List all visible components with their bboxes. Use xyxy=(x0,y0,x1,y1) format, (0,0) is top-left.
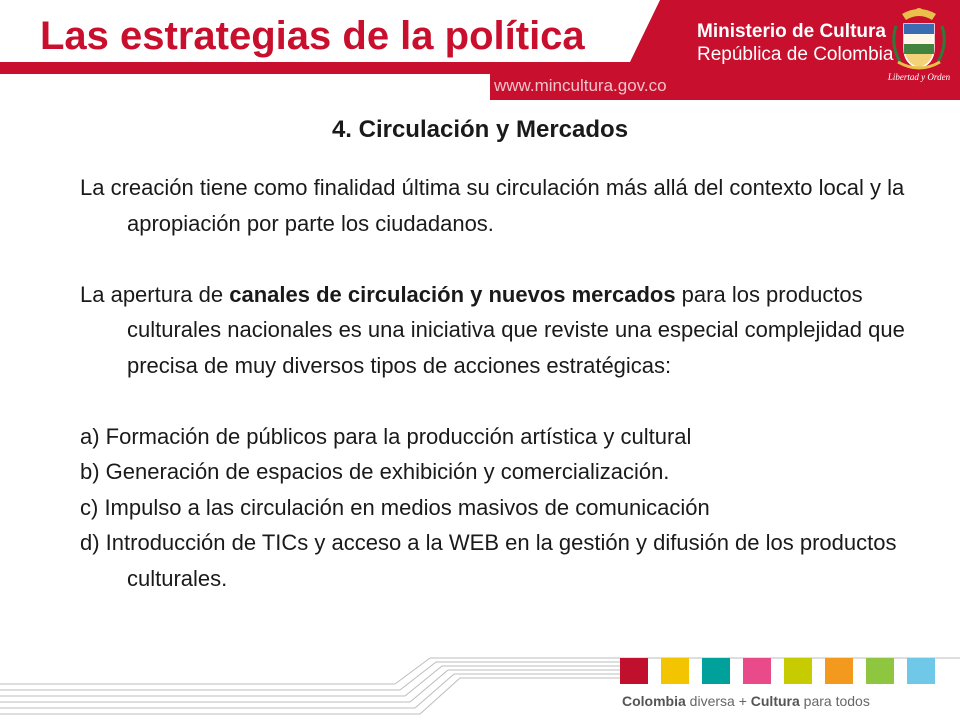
list-item: c) Impulso a las circulación en medios masivos de comunicación xyxy=(80,494,710,520)
color-square xyxy=(620,658,648,684)
body-text xyxy=(80,170,930,596)
country-name: República de Colombia xyxy=(697,44,894,65)
website-url[interactable]: www.mincultura.gov.co xyxy=(494,76,667,95)
color-square xyxy=(907,658,935,684)
paragraph-channels-emphasis: canales de circulación y nuevos mercados xyxy=(229,281,676,307)
tagline-cultura: Cultura xyxy=(750,693,800,709)
colombia-coat-of-arms-icon xyxy=(882,4,956,96)
tagline-para-todos: para todos xyxy=(799,693,870,709)
paragraph-channels xyxy=(80,277,930,384)
tagline-diversa: diversa + xyxy=(685,693,751,709)
motto-text: Libertad y Orden xyxy=(887,72,951,82)
color-square xyxy=(866,658,894,684)
color-square xyxy=(661,658,689,684)
footer-tagline xyxy=(622,693,870,709)
tagline-colombia: Colombia xyxy=(622,693,686,709)
list-item: b) Generación de espacios de exhibición y comercialización. xyxy=(80,459,670,484)
ministry-name: Ministerio de Cultura xyxy=(697,21,886,42)
color-square xyxy=(784,658,812,684)
paragraph-channels-start: La apertura de xyxy=(80,281,230,307)
paragraph-purpose: La creación tiene como finalidad última su circulación más allá del contexto local y la apropiación por parte los ciudadanos. xyxy=(80,175,905,236)
ministry-logo-text xyxy=(697,20,893,66)
paragraph-channels-end: para los productos culturales nacionales es una iniciativa que reviste una especial complejidad que precisa de muy diversos tipos de acciones estratégicas: xyxy=(127,281,905,378)
list-item: d) Introducción de TICs y acceso a la WEB en la gestión y difusión de los productos culturales. xyxy=(80,530,897,591)
color-square xyxy=(743,658,771,684)
color-square xyxy=(825,658,853,684)
list-item: a) Formación de públicos para la producción artística y cultural xyxy=(80,423,692,449)
color-squares xyxy=(620,658,935,684)
color-square xyxy=(702,658,730,684)
slide-title: Las estrategias de la política xyxy=(40,14,585,58)
content-heading: 4. Circulación y Mercados xyxy=(331,116,629,143)
